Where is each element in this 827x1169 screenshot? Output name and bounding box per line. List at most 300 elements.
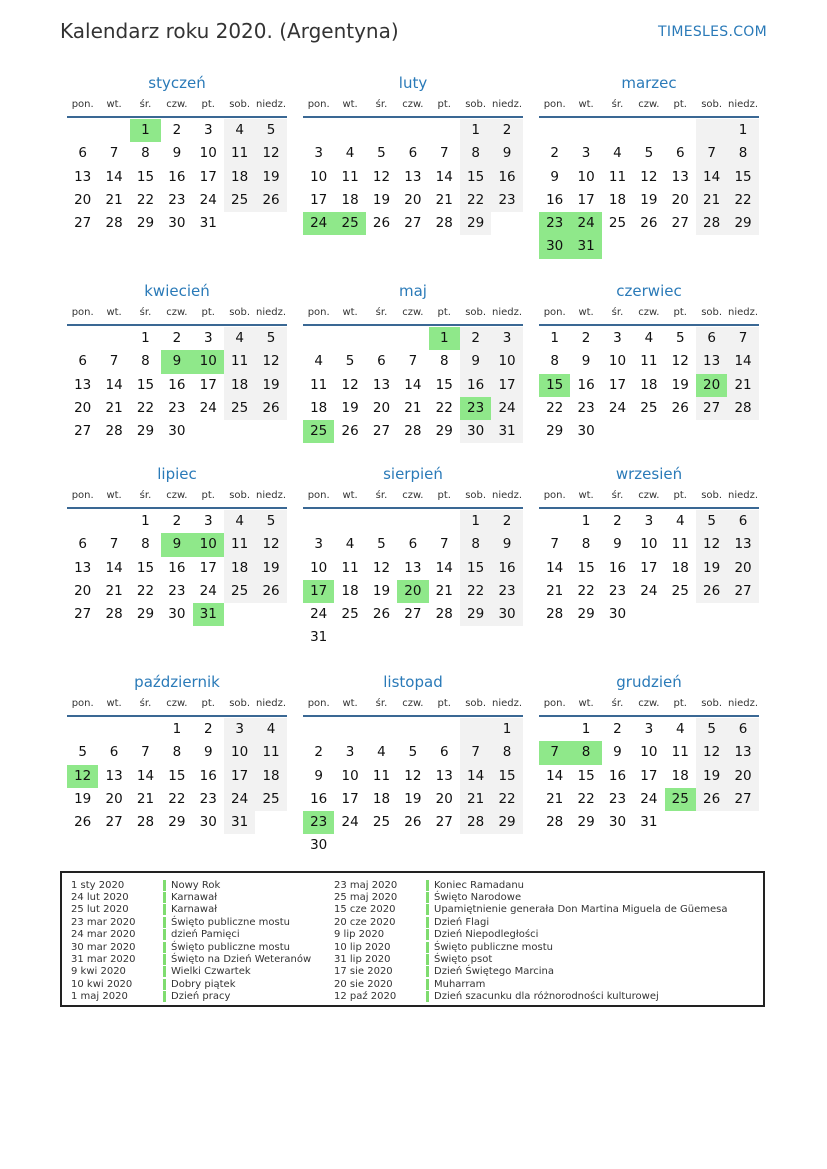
holiday-name: dzień Pamięci bbox=[171, 929, 240, 941]
month-name: październik bbox=[134, 673, 220, 691]
day-cell: 28 bbox=[546, 606, 564, 623]
weekday-label: pt. bbox=[201, 490, 215, 501]
day-cell: 16 bbox=[491, 166, 522, 189]
holiday-name: Wielki Czwartek bbox=[171, 966, 251, 978]
day-cell: 12 bbox=[255, 142, 286, 165]
weekday-header bbox=[539, 485, 759, 509]
month-name: styczeń bbox=[148, 74, 206, 92]
holiday-name: Święto psot bbox=[434, 954, 493, 966]
day-cell: 5 bbox=[255, 510, 286, 533]
day-cell: 14 bbox=[105, 376, 123, 393]
weekday-label: niedz. bbox=[492, 490, 523, 501]
holiday-day: 23 bbox=[303, 811, 334, 834]
holiday-row bbox=[71, 879, 311, 891]
day-cell: 29 bbox=[168, 814, 186, 831]
day-grid bbox=[303, 119, 523, 235]
day-cell: 1 bbox=[491, 718, 522, 741]
day-cell: 30 bbox=[168, 423, 186, 440]
holiday-row bbox=[71, 904, 311, 916]
day-cell: 8 bbox=[141, 145, 150, 162]
day-cell: 15 bbox=[491, 765, 522, 788]
holiday-date: 24 mar 2020 bbox=[71, 929, 136, 941]
day-cell: 1 bbox=[460, 119, 491, 142]
weekday-label: śr. bbox=[611, 490, 624, 501]
day-cell: 27 bbox=[671, 215, 689, 232]
day-cell: 12 bbox=[404, 767, 422, 784]
day-cell: 28 bbox=[546, 814, 564, 831]
holiday-row bbox=[71, 929, 311, 941]
day-cell: 11 bbox=[341, 168, 359, 185]
day-cell: 21 bbox=[105, 582, 123, 599]
day-cell: 16 bbox=[199, 767, 217, 784]
day-cell: 2 bbox=[172, 330, 182, 346]
day-cell: 10 bbox=[341, 767, 359, 784]
day-cell: 12 bbox=[341, 376, 359, 393]
weekday-label: wt. bbox=[578, 307, 594, 318]
weekday-label: pt. bbox=[673, 490, 687, 501]
holiday-date: 9 kwi 2020 bbox=[71, 966, 126, 978]
day-cell: 26 bbox=[671, 399, 689, 416]
holiday-row bbox=[71, 891, 311, 903]
day-cell: 19 bbox=[74, 790, 92, 807]
day-cell: 9 bbox=[613, 536, 622, 553]
weekday-header bbox=[303, 485, 523, 509]
holiday-day: 23 bbox=[460, 397, 491, 420]
month-block bbox=[303, 671, 523, 858]
holiday-name: Dobry piątek bbox=[171, 978, 236, 990]
empty-cell bbox=[67, 119, 98, 142]
day-cell: 27 bbox=[372, 423, 391, 440]
day-cell: 1 bbox=[550, 330, 559, 346]
holiday-date: 10 kwi 2020 bbox=[71, 978, 133, 990]
weekday-label: wt. bbox=[342, 99, 358, 110]
holiday-marker bbox=[426, 929, 429, 940]
day-cell: 26 bbox=[696, 580, 727, 603]
day-cell: 31 bbox=[199, 215, 217, 232]
weekday-label: wt. bbox=[106, 307, 122, 318]
month-name: luty bbox=[398, 74, 428, 92]
holiday-row bbox=[71, 966, 311, 978]
day-cell: 27 bbox=[435, 814, 453, 831]
day-grid bbox=[539, 718, 759, 834]
weekday-label: niedz. bbox=[728, 698, 759, 709]
day-cell: 4 bbox=[675, 513, 685, 529]
day-grid bbox=[67, 718, 287, 834]
holiday-day: 30 bbox=[539, 235, 570, 258]
empty-cell bbox=[303, 718, 334, 741]
day-cell: 24 bbox=[491, 397, 522, 420]
weekday-label: sob. bbox=[229, 307, 251, 318]
day-cell: 12 bbox=[255, 350, 286, 373]
day-cell: 23 bbox=[608, 582, 627, 599]
holiday-day: 9 bbox=[161, 350, 192, 373]
day-cell: 22 bbox=[460, 580, 491, 603]
holiday-row bbox=[334, 978, 728, 990]
holiday-marker bbox=[163, 904, 166, 915]
day-cell: 4 bbox=[675, 721, 685, 737]
day-cell: 3 bbox=[224, 718, 255, 741]
weekday-label: pt. bbox=[201, 698, 215, 709]
holiday-marker bbox=[426, 904, 429, 915]
holiday-name: Karnawał bbox=[171, 892, 218, 904]
day-cell: 28 bbox=[460, 811, 491, 834]
day-cell: 21 bbox=[136, 790, 155, 807]
day-cell: 17 bbox=[608, 376, 627, 393]
day-cell: 16 bbox=[168, 376, 186, 393]
day-cell: 7 bbox=[141, 744, 150, 761]
day-cell: 9 bbox=[581, 353, 591, 370]
weekday-label: sob. bbox=[701, 99, 723, 110]
holiday-date: 12 paź 2020 bbox=[334, 991, 397, 1003]
weekday-label: czw. bbox=[638, 99, 660, 110]
holiday-date: 23 mar 2020 bbox=[71, 916, 136, 928]
empty-cell bbox=[98, 119, 129, 142]
day-cell: 11 bbox=[224, 142, 255, 165]
day-cell: 4 bbox=[224, 510, 255, 533]
month-block bbox=[67, 671, 287, 834]
empty-cell bbox=[303, 510, 334, 533]
weekday-label: śr. bbox=[139, 698, 152, 709]
day-cell: 4 bbox=[377, 744, 386, 761]
day-cell: 20 bbox=[435, 790, 453, 807]
day-cell: 6 bbox=[408, 145, 418, 162]
day-cell: 5 bbox=[696, 718, 727, 741]
day-cell: 19 bbox=[372, 582, 391, 599]
day-cell: 7 bbox=[109, 145, 119, 162]
day-cell: 2 bbox=[613, 721, 622, 737]
day-cell: 4 bbox=[255, 718, 286, 741]
day-cell: 26 bbox=[696, 788, 727, 811]
day-cell: 27 bbox=[105, 814, 123, 831]
day-cell: 28 bbox=[727, 397, 758, 420]
weekday-label: pt. bbox=[201, 99, 215, 110]
day-cell: 25 bbox=[640, 399, 658, 416]
day-cell: 23 bbox=[491, 189, 522, 212]
day-cell: 5 bbox=[78, 744, 87, 761]
holiday-date: 31 mar 2020 bbox=[71, 954, 136, 966]
month-block bbox=[539, 72, 759, 259]
weekday-label: niedz. bbox=[492, 99, 523, 110]
month-block bbox=[303, 463, 523, 650]
holiday-day: 20 bbox=[397, 580, 428, 603]
empty-cell bbox=[98, 510, 129, 533]
holiday-name: Koniec Ramadanu bbox=[434, 879, 524, 891]
day-cell: 25 bbox=[608, 215, 627, 232]
day-cell: 24 bbox=[640, 790, 658, 807]
day-cell: 21 bbox=[404, 399, 422, 416]
day-cell: 29 bbox=[727, 212, 758, 235]
day-cell: 20 bbox=[74, 191, 92, 208]
day-grid bbox=[67, 327, 287, 443]
day-cell: 10 bbox=[491, 350, 522, 373]
day-cell: 14 bbox=[404, 376, 422, 393]
empty-cell bbox=[366, 327, 397, 350]
holiday-day: 10 bbox=[193, 533, 224, 556]
day-cell: 7 bbox=[460, 741, 491, 764]
holiday-marker bbox=[426, 892, 429, 903]
day-cell: 16 bbox=[460, 374, 491, 397]
day-cell: 25 bbox=[341, 606, 359, 623]
day-cell: 7 bbox=[550, 536, 559, 553]
weekday-label: pt. bbox=[437, 698, 451, 709]
day-cell: 3 bbox=[644, 721, 654, 737]
day-cell: 3 bbox=[314, 145, 323, 162]
holiday-day: 24 bbox=[303, 212, 334, 235]
holiday-marker bbox=[163, 966, 166, 977]
day-cell: 4 bbox=[613, 145, 622, 162]
day-cell: 28 bbox=[105, 215, 123, 232]
empty-cell bbox=[334, 119, 365, 142]
day-cell: 5 bbox=[255, 119, 286, 142]
weekday-label: sob. bbox=[465, 490, 487, 501]
holiday-name: Dzień szacunku dla różnorodności kulturowej bbox=[434, 991, 659, 1003]
empty-cell bbox=[539, 119, 570, 142]
weekday-label: pon. bbox=[307, 698, 330, 709]
holiday-day: 9 bbox=[161, 533, 192, 556]
holiday-row bbox=[334, 916, 728, 928]
holiday-day: 25 bbox=[665, 788, 696, 811]
day-cell: 30 bbox=[168, 606, 186, 623]
day-cell: 3 bbox=[345, 744, 355, 761]
holiday-date: 17 sie 2020 bbox=[334, 966, 393, 978]
day-cell: 10 bbox=[224, 741, 255, 764]
weekday-label: niedz. bbox=[256, 490, 287, 501]
day-cell: 15 bbox=[727, 166, 758, 189]
day-cell: 17 bbox=[199, 559, 217, 576]
day-cell: 4 bbox=[224, 327, 255, 350]
weekday-label: niedz. bbox=[492, 307, 523, 318]
holiday-marker bbox=[163, 917, 166, 928]
day-cell: 1 bbox=[460, 510, 491, 533]
day-cell: 12 bbox=[372, 559, 391, 576]
empty-cell bbox=[460, 718, 491, 741]
empty-cell bbox=[67, 327, 98, 350]
day-cell: 6 bbox=[377, 353, 386, 370]
day-cell: 5 bbox=[408, 744, 418, 761]
day-cell: 25 bbox=[224, 397, 255, 420]
holiday-name: Święto Narodowe bbox=[434, 892, 522, 904]
holiday-day: 24 bbox=[570, 212, 601, 235]
day-cell: 23 bbox=[199, 790, 217, 807]
day-cell: 18 bbox=[608, 191, 627, 208]
day-cell: 12 bbox=[696, 741, 727, 764]
day-cell: 14 bbox=[727, 350, 758, 373]
empty-cell bbox=[130, 718, 161, 741]
holiday-day: 31 bbox=[570, 235, 601, 258]
day-cell: 2 bbox=[172, 122, 182, 138]
empty-cell bbox=[570, 119, 601, 142]
holiday-day: 23 bbox=[539, 212, 570, 235]
empty-cell bbox=[539, 718, 570, 741]
holiday-date: 15 cze 2020 bbox=[334, 904, 396, 916]
holiday-date: 24 lut 2020 bbox=[71, 892, 129, 904]
empty-cell bbox=[539, 510, 570, 533]
weekday-label: śr. bbox=[139, 490, 152, 501]
holiday-row bbox=[334, 929, 728, 941]
day-cell: 30 bbox=[310, 837, 328, 854]
month-name: lipiec bbox=[157, 465, 197, 483]
holiday-name: Święto publiczne mostu bbox=[171, 916, 291, 928]
holiday-name: Dzień Niepodległości bbox=[434, 929, 539, 941]
weekday-label: śr. bbox=[611, 698, 624, 709]
day-cell: 28 bbox=[696, 212, 727, 235]
holiday-marker bbox=[426, 917, 429, 928]
day-cell: 3 bbox=[581, 145, 591, 162]
weekday-label: sob. bbox=[229, 698, 251, 709]
weekday-label: czw. bbox=[638, 307, 660, 318]
weekday-header bbox=[539, 94, 759, 118]
day-cell: 10 bbox=[310, 168, 328, 185]
day-cell: 7 bbox=[109, 353, 119, 370]
holiday-name: Dzień Świętego Marcina bbox=[434, 966, 554, 978]
empty-cell bbox=[602, 119, 633, 142]
month-block bbox=[539, 671, 759, 834]
day-cell: 2 bbox=[550, 145, 559, 162]
holiday-date: 23 maj 2020 bbox=[334, 879, 398, 891]
weekday-label: śr. bbox=[375, 99, 388, 110]
weekday-label: niedz. bbox=[728, 307, 759, 318]
day-cell: 18 bbox=[224, 166, 255, 189]
empty-cell bbox=[366, 510, 397, 533]
day-cell: 5 bbox=[675, 330, 685, 346]
day-cell: 29 bbox=[460, 603, 491, 626]
weekday-label: pon. bbox=[543, 99, 566, 110]
day-cell: 22 bbox=[136, 399, 155, 416]
day-cell: 28 bbox=[105, 606, 123, 623]
holiday-name: Święto publiczne mostu bbox=[171, 941, 291, 953]
day-cell: 29 bbox=[136, 606, 155, 623]
day-cell: 25 bbox=[255, 788, 286, 811]
weekday-label: śr. bbox=[375, 307, 388, 318]
day-cell: 24 bbox=[199, 399, 217, 416]
holiday-marker bbox=[163, 929, 166, 940]
day-cell: 6 bbox=[109, 744, 119, 761]
weekday-label: niedz. bbox=[256, 99, 287, 110]
holiday-row bbox=[334, 879, 728, 891]
day-cell: 20 bbox=[404, 191, 422, 208]
day-cell: 14 bbox=[435, 168, 453, 185]
brand-link[interactable]: TIMESLES.COM bbox=[658, 24, 767, 40]
empty-cell bbox=[397, 119, 428, 142]
month-name: marzec bbox=[621, 74, 677, 92]
day-cell: 30 bbox=[491, 603, 522, 626]
day-cell: 7 bbox=[696, 142, 727, 165]
day-cell: 19 bbox=[341, 399, 359, 416]
day-cell: 5 bbox=[255, 327, 286, 350]
holiday-name: Nowy Rok bbox=[171, 879, 221, 891]
day-cell: 17 bbox=[341, 790, 359, 807]
holiday-date: 9 lip 2020 bbox=[334, 929, 385, 941]
weekday-label: pon. bbox=[71, 490, 94, 501]
day-cell: 16 bbox=[546, 191, 564, 208]
day-cell: 17 bbox=[310, 191, 328, 208]
day-cell: 21 bbox=[435, 582, 453, 599]
holiday-day: 8 bbox=[570, 741, 601, 764]
day-cell: 16 bbox=[491, 557, 522, 580]
holiday-date: 10 lip 2020 bbox=[334, 941, 391, 953]
holiday-marker bbox=[163, 880, 166, 891]
day-cell: 18 bbox=[224, 557, 255, 580]
day-cell: 14 bbox=[136, 767, 155, 784]
day-cell: 8 bbox=[550, 353, 559, 370]
weekday-label: sob. bbox=[701, 490, 723, 501]
day-cell: 26 bbox=[255, 580, 286, 603]
day-cell: 4 bbox=[345, 145, 355, 162]
holiday-name: Święto na Dzień Weteranów bbox=[171, 954, 312, 966]
day-cell: 27 bbox=[727, 788, 758, 811]
day-cell: 27 bbox=[404, 215, 422, 232]
day-cell: 11 bbox=[224, 533, 255, 556]
day-cell: 10 bbox=[640, 744, 658, 761]
weekday-label: czw. bbox=[402, 698, 424, 709]
month-block bbox=[539, 280, 759, 443]
day-cell: 2 bbox=[581, 330, 591, 346]
day-cell: 24 bbox=[224, 788, 255, 811]
holiday-row bbox=[71, 953, 311, 965]
weekday-label: czw. bbox=[166, 698, 188, 709]
day-cell: 9 bbox=[172, 145, 182, 162]
day-cell: 10 bbox=[199, 145, 217, 162]
day-cell: 11 bbox=[671, 744, 689, 761]
month-name: grudzień bbox=[616, 673, 682, 691]
day-cell: 21 bbox=[105, 191, 123, 208]
weekday-label: niedz. bbox=[728, 99, 759, 110]
day-cell: 19 bbox=[404, 790, 422, 807]
weekday-header bbox=[303, 693, 523, 717]
day-cell: 29 bbox=[546, 423, 564, 440]
day-cell: 31 bbox=[310, 629, 328, 646]
weekday-label: pon. bbox=[71, 99, 94, 110]
day-cell: 12 bbox=[255, 533, 286, 556]
holiday-marker bbox=[426, 966, 429, 977]
empty-cell bbox=[633, 119, 664, 142]
day-cell: 18 bbox=[372, 790, 391, 807]
day-cell: 11 bbox=[608, 168, 627, 185]
day-cell: 22 bbox=[577, 790, 595, 807]
day-cell: 22 bbox=[577, 582, 595, 599]
day-cell: 23 bbox=[168, 582, 186, 599]
empty-cell bbox=[98, 327, 129, 350]
day-cell: 30 bbox=[577, 423, 595, 440]
day-cell: 29 bbox=[577, 606, 595, 623]
holiday-row bbox=[334, 966, 728, 978]
empty-cell bbox=[397, 510, 428, 533]
day-cell: 30 bbox=[608, 814, 627, 831]
day-cell: 13 bbox=[727, 533, 758, 556]
day-grid bbox=[539, 327, 759, 443]
weekday-label: wt. bbox=[342, 307, 358, 318]
day-cell: 31 bbox=[224, 811, 255, 834]
day-cell: 16 bbox=[577, 376, 595, 393]
day-cell: 1 bbox=[581, 513, 591, 529]
day-cell: 2 bbox=[460, 327, 491, 350]
empty-cell bbox=[303, 119, 334, 142]
day-cell: 19 bbox=[696, 765, 727, 788]
month-block bbox=[67, 72, 287, 235]
empty-cell bbox=[334, 718, 365, 741]
weekday-label: pt. bbox=[673, 698, 687, 709]
holiday-marker bbox=[426, 880, 429, 891]
holiday-marker bbox=[163, 979, 166, 990]
day-cell: 11 bbox=[255, 741, 286, 764]
day-cell: 13 bbox=[74, 559, 92, 576]
holiday-day: 12 bbox=[67, 765, 98, 788]
day-cell: 20 bbox=[74, 582, 92, 599]
holiday-name: Karnawał bbox=[171, 904, 218, 916]
weekday-label: śr. bbox=[375, 490, 388, 501]
day-cell: 5 bbox=[345, 353, 355, 370]
day-cell: 26 bbox=[255, 189, 286, 212]
